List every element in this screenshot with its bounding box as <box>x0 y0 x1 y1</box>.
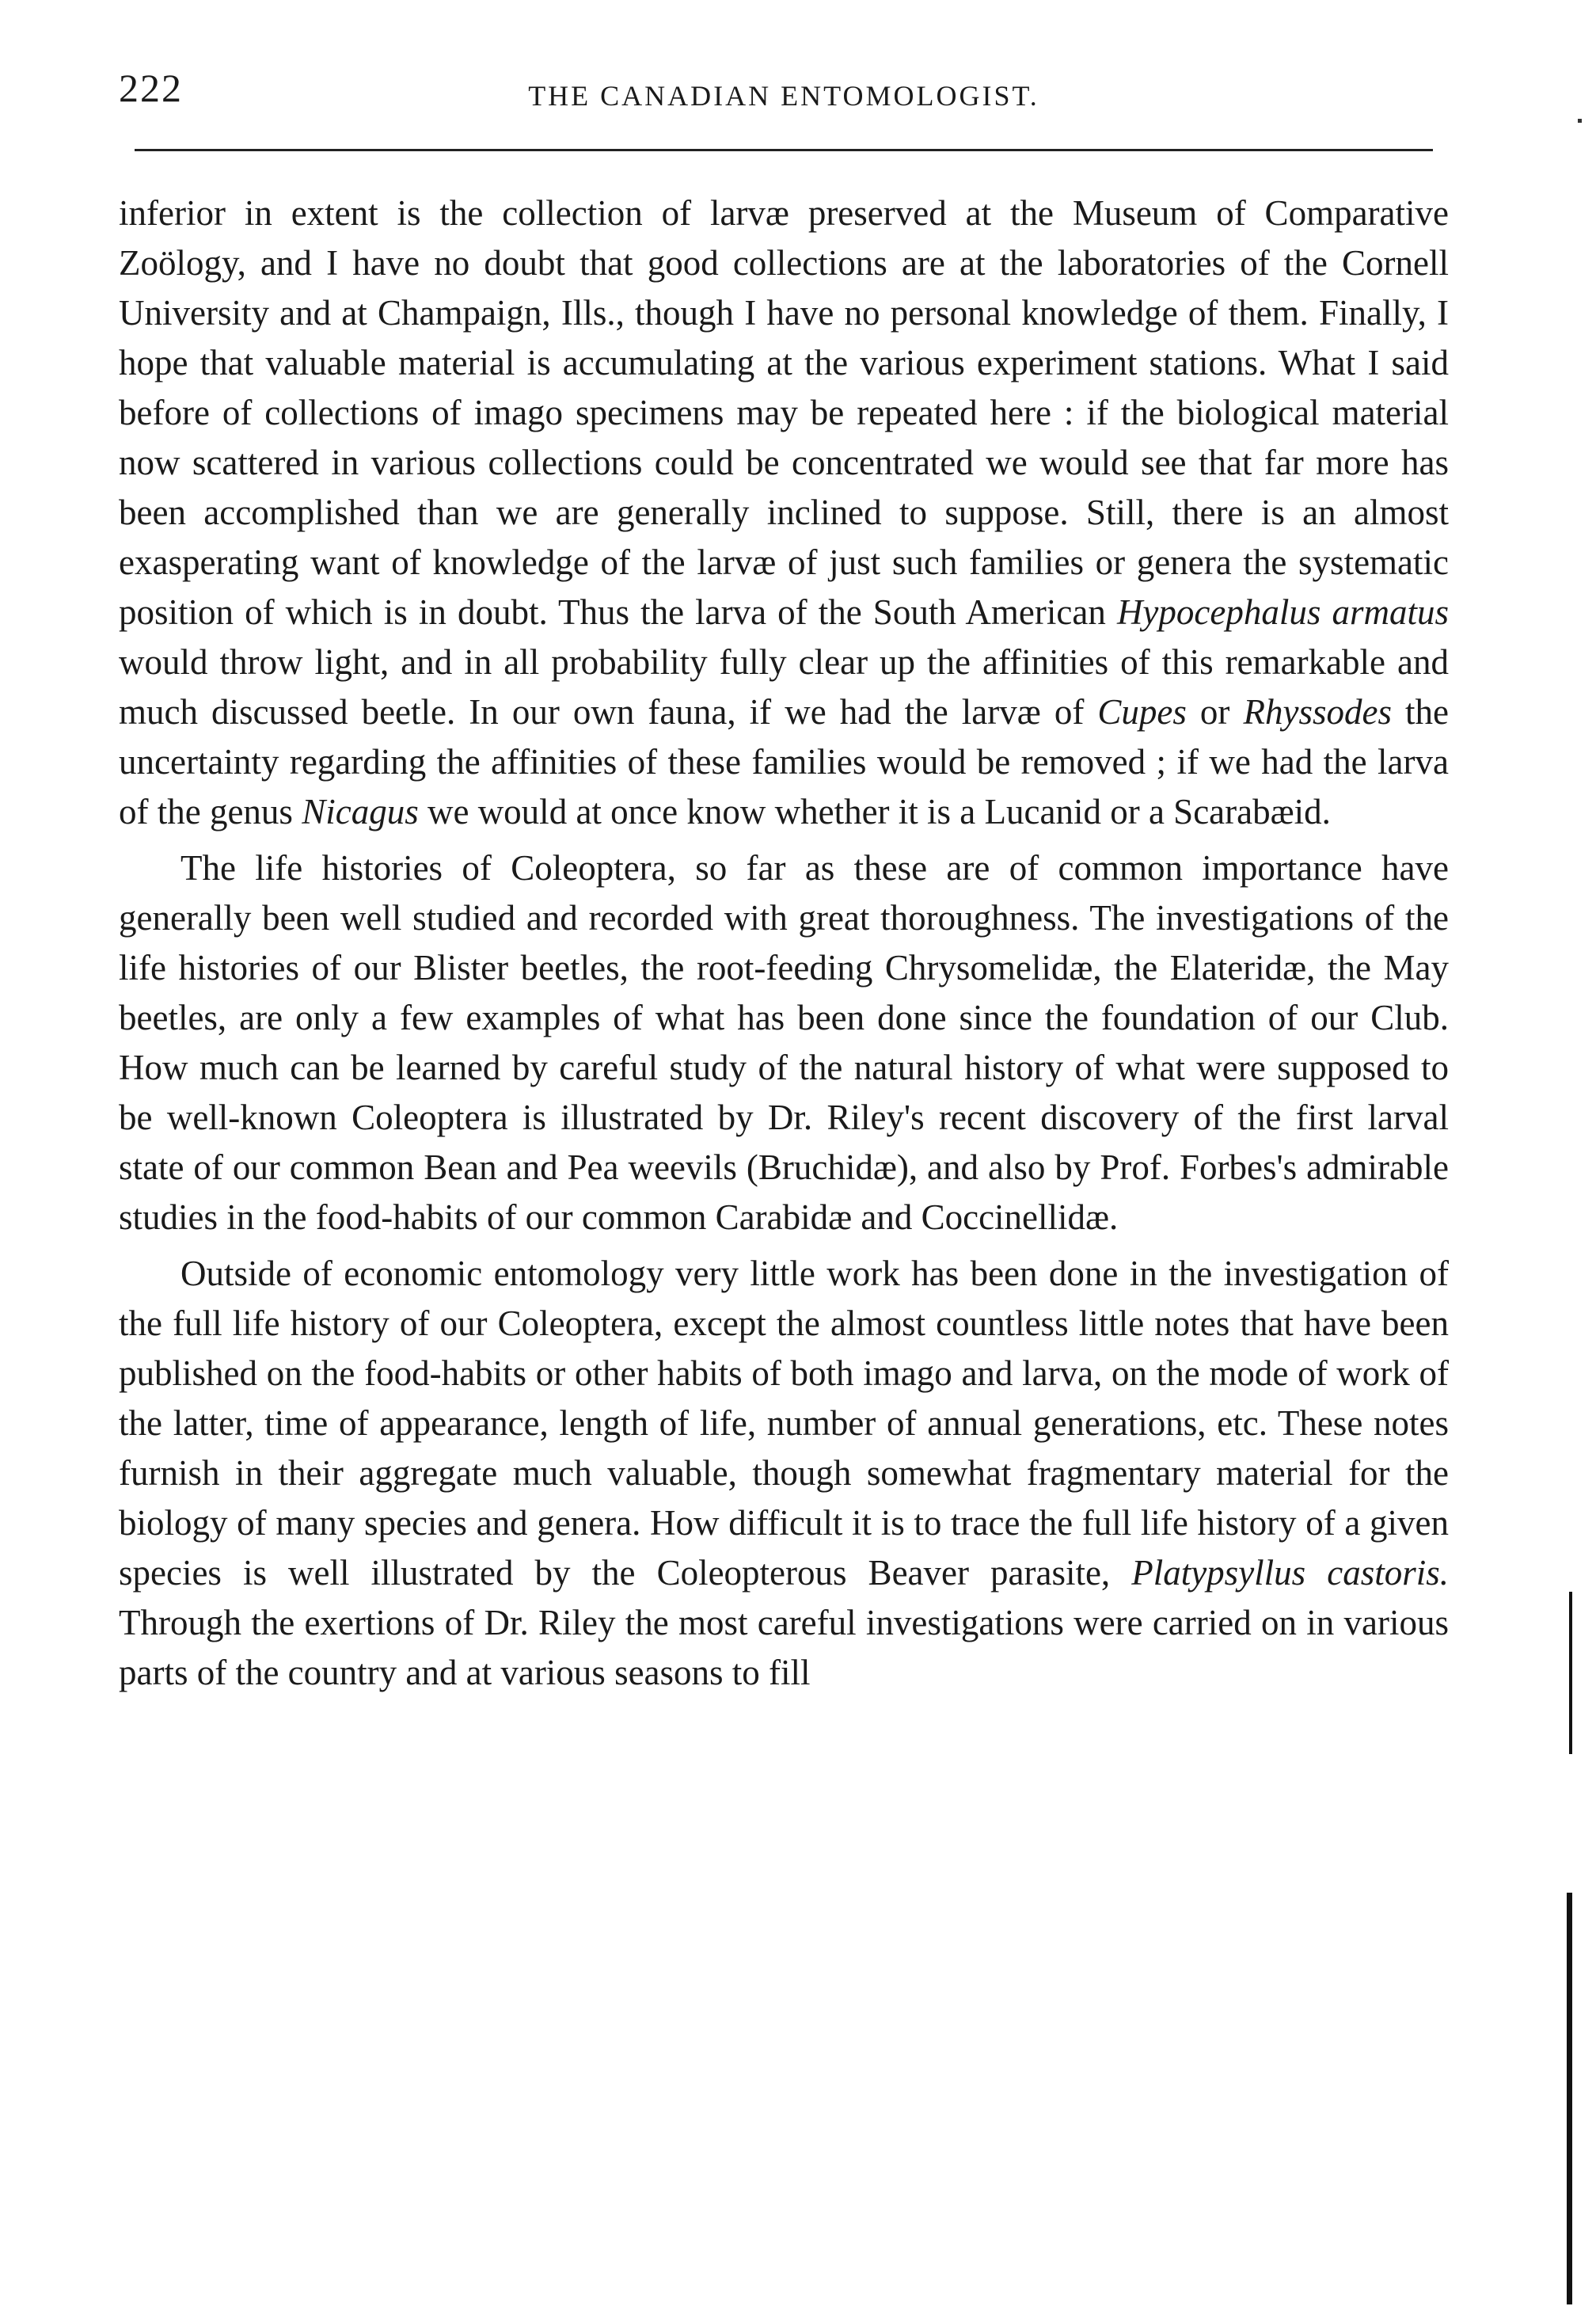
running-title: THE CANADIAN ENTOMOLOGIST. <box>528 80 1039 112</box>
scan-mark <box>1578 119 1582 123</box>
italic-genus-name: Rhyssodes <box>1243 692 1392 732</box>
italic-species-name: Platypsyllus castoris. <box>1131 1553 1449 1593</box>
italic-genus-name: Nicagus <box>302 792 419 832</box>
paragraph-3: Outside of economic entomology very little work has been done in the investigation of the full life history of our Coleoptera, except the almost countless little notes that have been published on the food-habits or other habits of both imago and larva, on the mode of work of the latter, time of appearance, length of life, number of annual generations, etc. These notes furnish in their aggregate much valuable, though somewhat fragmentary material for the biology of many species and genera. How difficult it is to trace the full life history of a given species is well illustrated by the Coleopterous Beaver parasite, Platypsyllus castoris. Through the exertions of Dr. Riley the most careful investigations were carried on in various parts of the country and at various seasons to fill <box>119 1254 1449 1692</box>
body-text <box>119 188 1449 1704</box>
paragraph-1: inferior in extent is the collection of larvæ preserved at the Museum of Comparative Zoölogy, and I have no doubt that good collections are at the laboratories of the Cornell University and at Champaign, Ills., though I have no personal knowledge of them. Finally, I hope that valuable material is accumulating at the various experiment stations. What I said before of collections of imago specimens may be repeated here : if the biological material now scattered in various collections could be concentrated we would see that far more has been accomplished than we are generally inclined to suppose. Still, there is an almost exasperating want of knowledge of the larvæ of just such families or genera the systematic position of which is in doubt. Thus the larva of the South American Hypocephalus armatus would throw light, and in all probability fully clear up the affinities of this remarkable and much discussed beetle. In our own fauna, if we had the larvæ of Cupes or Rhyssodes the uncertainty regarding the affinities of these families would be removed ; if we had the larva of the genus Nicagus we would at once know whether it is a Lucanid or a Scarabæid. <box>119 193 1449 832</box>
scan-edge-mark <box>1569 1592 1572 1754</box>
page-number: 222 <box>119 66 183 110</box>
paragraph-2: The life histories of Coleoptera, so far as these are of common importance have generally been well studied and recorded with great thoroughness. The investigations of the life histories of our Blister beetles, the root-feeding Chrysomelidæ, the Elateridæ, the May beetles, are only a few examples of what has been done since the foundation of our Club. How much can be learned by careful study of the natural history of what were supposed to be well-known Coleoptera is illustrated by Dr. Riley's recent discovery of the first larval state of our common Bean and Pea weevils (Bruchidæ), and also by Prof. Forbes's admirable studies in the food-habits of our common Carabidæ and Coccinellidæ. <box>119 848 1449 1237</box>
italic-species-name: Hypocephalus armatus <box>1116 592 1449 632</box>
header-rule <box>135 149 1433 151</box>
page-header <box>119 55 1449 127</box>
page <box>119 55 1449 1692</box>
scan-edge-mark <box>1567 1893 1572 2304</box>
italic-genus-name: Cupes <box>1097 692 1187 732</box>
